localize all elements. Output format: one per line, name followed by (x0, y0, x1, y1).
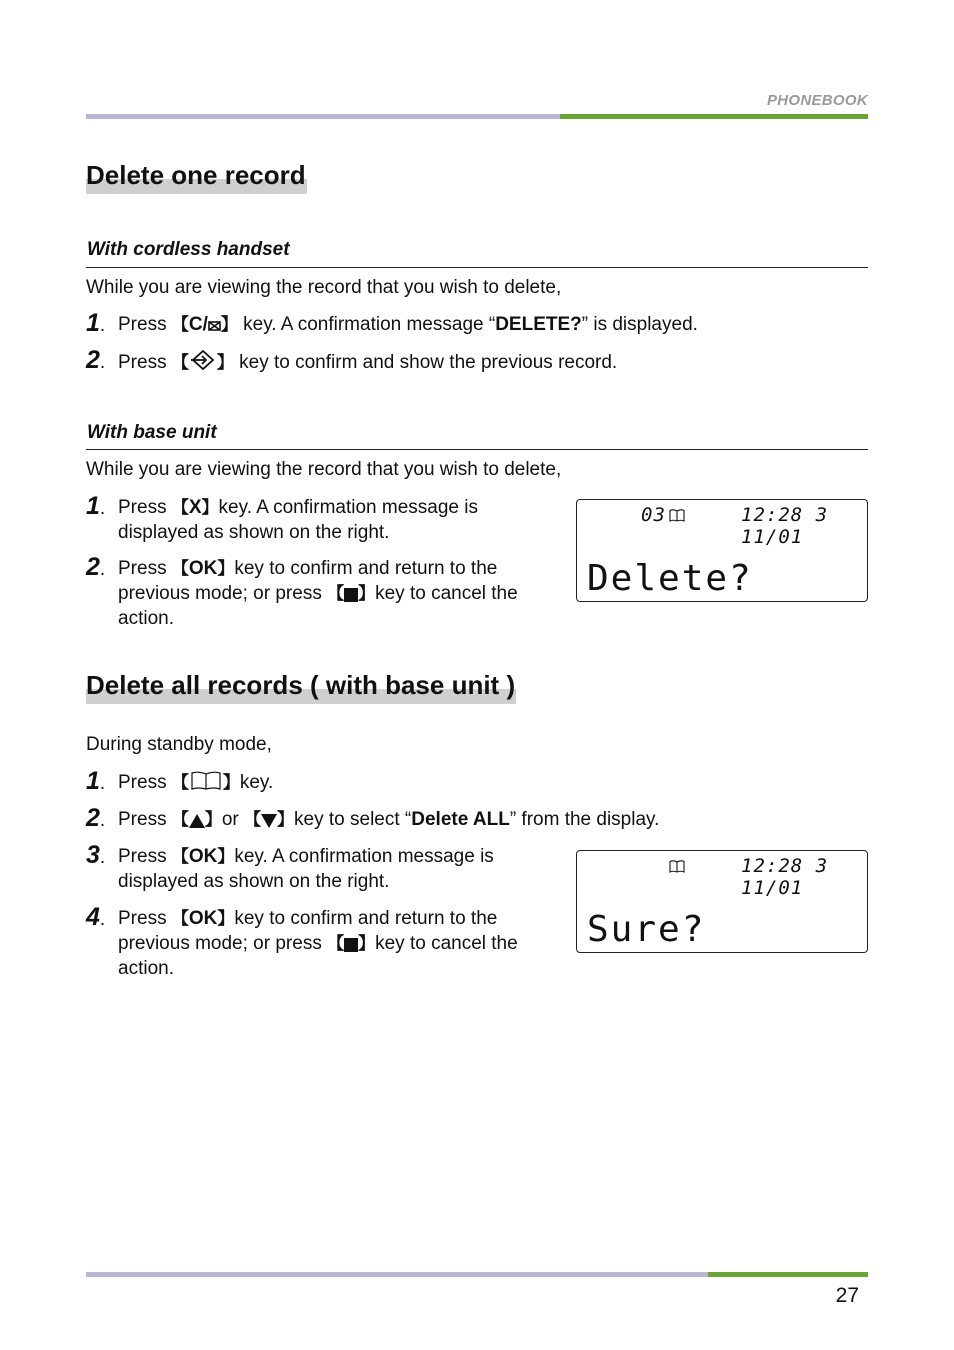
standby-intro: During standby mode, (86, 734, 272, 755)
all-step-2: Press 【 】or 【 】key to select “Delete ALL” from the display. (118, 809, 660, 830)
handset-step-1: Press 【C/ 】 key. A confirmation message “DELETE?” is displayed. (118, 314, 698, 335)
confirm-arrow-icon (189, 349, 217, 371)
base-intro: While you are viewing the record that you wish to delete, (86, 459, 562, 480)
step-number: 1. (86, 309, 106, 337)
section-title-delete-all: Delete all records ( with base unit ) (86, 668, 516, 704)
section-label: PHONEBOOK (766, 92, 868, 109)
lcd-message: Sure? (587, 909, 706, 950)
page-number: 27 (835, 1284, 859, 1307)
base-step-2: Press 【OK】key to confirm and return to the previous mode; or press 【 】key to cancel the action. (118, 558, 518, 629)
stop-square-icon (344, 588, 358, 602)
ok-key: OK (188, 558, 218, 579)
step-number: 3. (86, 841, 106, 869)
handset-intro: While you are viewing the record that you wish to delete, (86, 277, 562, 298)
handset-step-2: Press 【 】 key to confirm and show the previous record. (118, 349, 617, 375)
lcd-display-sure (576, 850, 868, 953)
mute-icon (208, 319, 221, 333)
lcd-time-date: 12:28 3 11/01 (741, 855, 829, 899)
base-step-1: Press 【X】key. A confirmation message is displayed as shown on the right. (118, 497, 478, 543)
subtitle-rule (86, 267, 868, 268)
subtitle-base: With base unit (87, 422, 217, 443)
book-icon (669, 509, 685, 522)
footer-rule-green (708, 1272, 868, 1277)
all-step-4: Press 【OK】key to confirm and return to the previous mode; or press 【 】key to cancel the action. (118, 908, 518, 979)
stop-square-icon (344, 938, 358, 952)
step-number: 4. (86, 903, 106, 931)
lcd-message: Delete? (587, 558, 753, 599)
lcd-display-delete (576, 499, 868, 602)
lcd-record-number: 03 (641, 504, 666, 526)
down-triangle-icon (261, 814, 277, 828)
footer-rule-lavender (86, 1272, 708, 1277)
header-rule-lavender (86, 114, 560, 119)
book-icon (669, 860, 685, 873)
step-number: 1. (86, 767, 106, 795)
step-number: 1. (86, 492, 106, 520)
subtitle-rule (86, 449, 868, 450)
lcd-time-date: 12:28 3 11/01 (741, 504, 829, 548)
all-step-1: Press 【 】key. (118, 772, 274, 793)
step-number: 2. (86, 346, 106, 374)
header-rule-green (560, 114, 868, 119)
all-step-3: Press 【OK】key. A confirmation message is displayed as shown on the right. (118, 846, 494, 892)
step-number: 2. (86, 553, 106, 581)
ok-key: OK (188, 908, 218, 929)
up-triangle-icon (189, 814, 205, 828)
phonebook-icon (189, 771, 223, 791)
clear-mute-key: C/ (189, 314, 221, 335)
ok-key: OK (188, 846, 218, 867)
x-key: X (188, 497, 202, 518)
subtitle-handset: With cordless handset (87, 239, 290, 260)
section-title-delete-one: Delete one record (86, 158, 307, 194)
step-number: 2. (86, 804, 106, 832)
